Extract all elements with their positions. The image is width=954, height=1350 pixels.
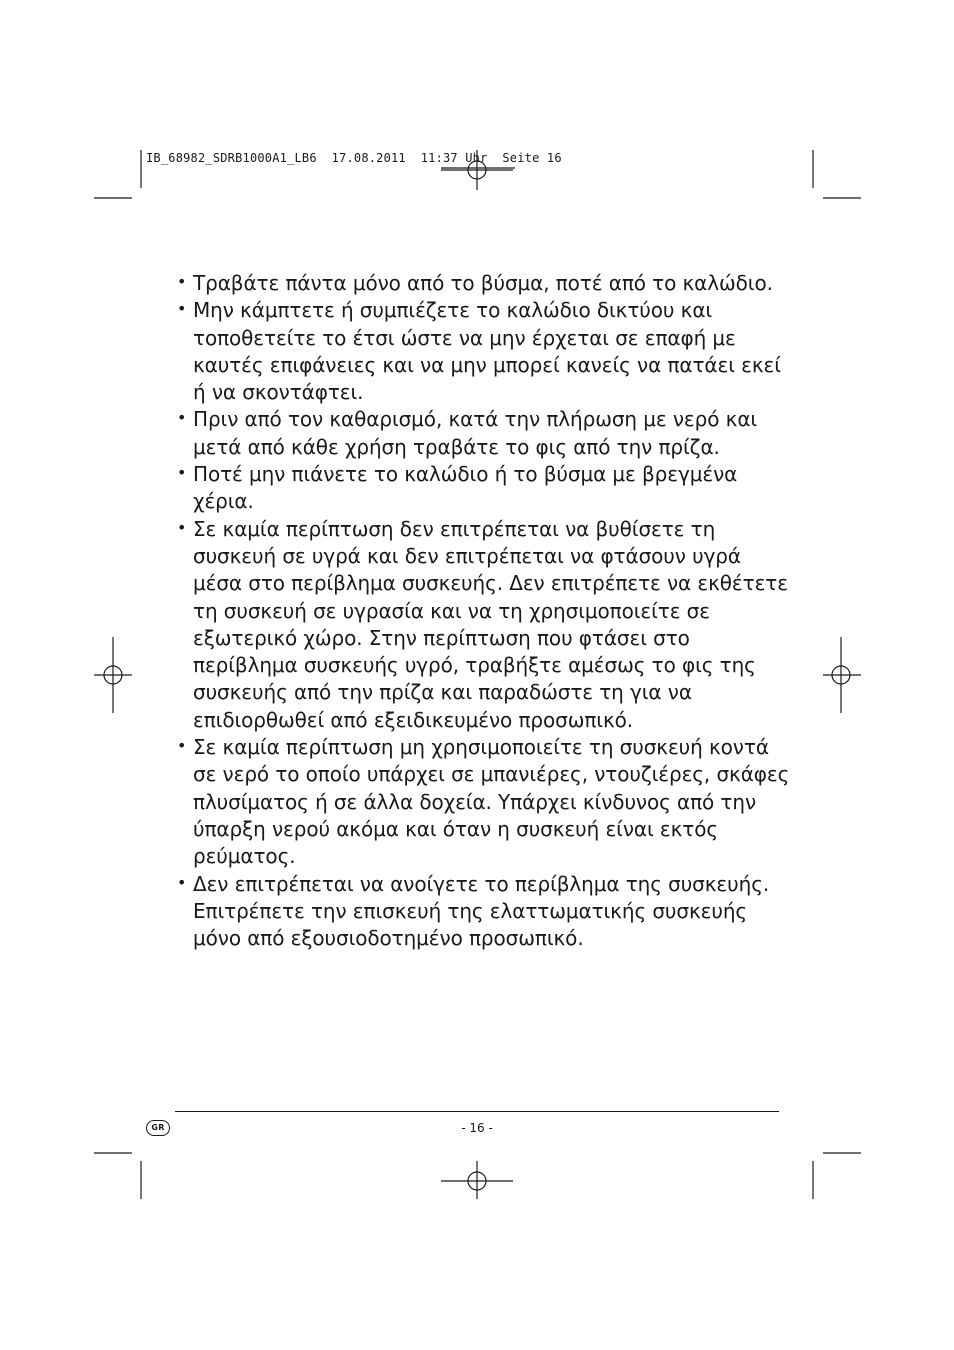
list-item-text: Πριν από τον καθαρισμό, κατά την πλήρωση με νερό και μετά από κάθε χρήση τραβάτε το φις από την πρίζα.	[193, 407, 758, 459]
list-item	[177, 270, 792, 297]
list-item-text: Μην κάμπτετε ή συμπιέζετε το καλώδιο δικτύου και τοποθετείτε το έτσι ώστε να μην έρχεται σε επαφή με καυτές επιφάνειες και να μην μπορεί κανείς να πατάει εκεί ή να σκοντάφτει.	[193, 298, 781, 405]
bullet-icon: •	[177, 463, 187, 483]
list-item-text: Σε καμία περίπτωση μη χρησιμοποιείτε τη συσκευή κοντά σε νερό το οποίο υπάρχει σε μπανιέρες, ντουζιέρες, σκάφες πλυσίματος ή σε άλλα δοχεία. Υπάρχει κίνδυνος από την ύπαρξη νερού ακόμα και όταν η συσκευή είναι εκτός ρεύματος.	[193, 735, 790, 869]
print-slug: IB_68982_SDRB1000A1_LB6 17.08.2011 11:37 Uhr Seite 16	[146, 151, 562, 165]
list-item	[177, 734, 792, 870]
language-badge: GR	[146, 1120, 170, 1136]
bullet-icon: •	[177, 408, 187, 428]
list-item	[177, 406, 792, 461]
list-item-text: Ποτέ μην πιάνετε το καλώδιο ή το βύσμα με βρεγμένα χέρια.	[193, 462, 738, 514]
bullet-icon: •	[177, 872, 187, 892]
bullet-icon: •	[177, 736, 187, 756]
bullet-icon: •	[177, 299, 187, 319]
list-item	[177, 461, 792, 516]
footer-rule	[175, 1111, 779, 1112]
page-number: - 16 -	[461, 1121, 493, 1135]
list-item-text: Σε καμία περίπτωση δεν επιτρέπεται να βυθίσετε τη συσκευή σε υγρά και δεν επιτρέπεται να φτάσουν υγρά μέσα στο περίβλημα συσκευής. Δεν επιτρέπετε να εκθέτετε τη συσκευή σε υγρασία και να τη χρησιμοποιείτε σε εξωτερικό χώρο. Στην περίπτωση που φτάσει στο περίβλημα συσκευής υγρό, τραβήξτε αμέσως το φις της συσκευής από την πρίζα και παραδώστε τη για να επιδιορθωθεί από εξειδικευμένο προσωπικό.	[193, 516, 788, 732]
list-item-text: Δεν επιτρέπεται να ανοίγετε το περίβλημα της συσκευής. Επιτρέπετε την επισκευή της ελαττωματικής συσκευής μόνο από εξουσιοδοτημένο προσωπικό.	[193, 871, 770, 951]
list-item	[177, 516, 792, 734]
safety-instructions-list	[177, 270, 792, 952]
list-item-text: Τραβάτε πάντα μόνο από το βύσμα, ποτέ από το καλώδιο.	[193, 271, 773, 295]
list-item	[177, 871, 792, 953]
bullet-icon: •	[177, 517, 187, 537]
registration-target-left	[94, 637, 132, 713]
registration-target-right	[823, 637, 861, 713]
list-item	[177, 297, 792, 406]
bullet-icon: •	[177, 272, 187, 291]
registration-target-bottom	[441, 1161, 513, 1199]
